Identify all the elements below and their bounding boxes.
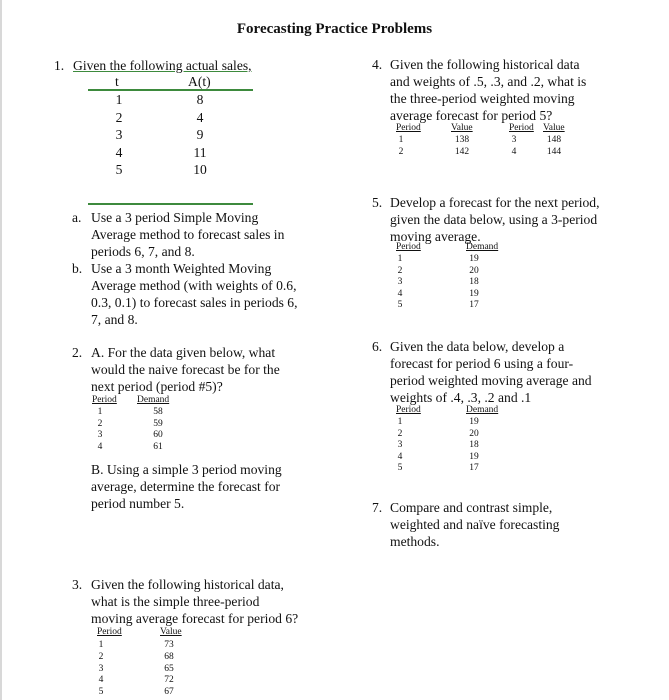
q3-table-cell: 2 bbox=[98, 651, 104, 662]
q5-table-cell: 19 bbox=[469, 288, 479, 299]
q1-col-t: t bbox=[115, 74, 119, 89]
q4-header-period-1: Period bbox=[396, 123, 421, 133]
q2-table-cell: 59 bbox=[153, 418, 163, 429]
q1-table-cell: 9 bbox=[196, 127, 204, 142]
q6-table-cell: 2 bbox=[397, 428, 403, 439]
q6-table-cell: 3 bbox=[397, 440, 403, 450]
q7-number: 7. bbox=[372, 500, 383, 515]
q6-table-cell: 17 bbox=[469, 463, 479, 473]
q5-text: Develop a forecast for the next period, given the data below, using a 3-period moving average. bbox=[390, 195, 600, 244]
q3-table-cell: 72 bbox=[164, 675, 174, 686]
q2-table-cell: 4 bbox=[97, 441, 103, 452]
q1-table-cell: 10 bbox=[193, 162, 207, 177]
q1-number: 1. bbox=[54, 58, 65, 73]
q1-table-cell: 8 bbox=[196, 92, 204, 107]
q4-table-cell: 138 bbox=[454, 135, 470, 145]
q2-number: 2. bbox=[72, 345, 83, 360]
q1-table-cell: 1 bbox=[115, 92, 123, 107]
q1-b-text: Use a 3 month Weighted Moving Average method (with weights of 0.6, 0.3, 0.1) to forecast sales in periods 6, 7, and 8. bbox=[91, 261, 298, 327]
q3-col-value: Value bbox=[160, 627, 182, 637]
q4-table-cell: 3 bbox=[511, 135, 517, 145]
q6-table-cell: 20 bbox=[469, 428, 479, 439]
q5-table-cell: 1 bbox=[397, 254, 403, 264]
q1-table-cell: 3 bbox=[115, 127, 123, 142]
q1-a-label: a. bbox=[72, 210, 82, 225]
q6-table-cell: 1 bbox=[397, 417, 403, 427]
q5-table-cell: 19 bbox=[469, 254, 479, 264]
q1-table-bottom-line bbox=[88, 203, 253, 205]
q3-number: 3. bbox=[72, 577, 83, 592]
q2-table-cell: 3 bbox=[97, 430, 103, 440]
q5-table-cell: 17 bbox=[469, 300, 479, 310]
q3-table-cell: 5 bbox=[98, 687, 104, 698]
q2-text: A. For the data given below, what would the naive forecast be for the next period (period #5)? bbox=[91, 345, 280, 394]
q2-table-cell: 60 bbox=[153, 430, 163, 440]
q4-table-cell: 4 bbox=[511, 146, 517, 157]
q1-b-label: b. bbox=[72, 261, 83, 276]
q2-col-demand: Demand bbox=[137, 395, 170, 405]
q5-table-cell: 2 bbox=[397, 265, 403, 276]
q4-table-cell: 142 bbox=[454, 146, 470, 157]
q6-number: 6. bbox=[372, 339, 383, 354]
q6-col-period: Period bbox=[396, 405, 421, 415]
q1-table-cell: 11 bbox=[193, 144, 207, 160]
q5-table-cell: 20 bbox=[469, 265, 479, 276]
q6-table-cell: 19 bbox=[469, 451, 479, 462]
q2-table-cell: 61 bbox=[153, 441, 163, 452]
q2-table-cell: 2 bbox=[97, 418, 103, 429]
q3-col-period: Period bbox=[97, 627, 122, 637]
q3-table-cell: 67 bbox=[164, 687, 174, 698]
q2-b-text: B. Using a simple 3 period moving average, determine the forecast for period number 5. bbox=[91, 462, 282, 511]
q4-table-cell: 148 bbox=[546, 135, 562, 145]
q1-table-cell: 5 bbox=[115, 162, 123, 177]
q6-table-cell: 18 bbox=[469, 440, 479, 450]
q4-table-cell: 1 bbox=[398, 135, 404, 145]
q6-table-cell: 5 bbox=[397, 463, 403, 473]
q4-text: Given the following historical data and weights of .5, .3, and .2, what is the three-period weighted moving average forecast for period 5? bbox=[390, 57, 587, 123]
q5-col-period: Period bbox=[396, 242, 421, 252]
q3-table-cell: 65 bbox=[164, 663, 174, 674]
page-title: Forecasting Practice Problems bbox=[236, 21, 433, 37]
q6-table-cell: 19 bbox=[469, 417, 479, 427]
q1-table-cell: 4 bbox=[115, 144, 123, 160]
q3-text: Given the following historical data, what is the simple three-period moving average forecast for period 6? bbox=[91, 577, 299, 626]
page-edge bbox=[0, 0, 2, 700]
q5-table-cell: 18 bbox=[469, 277, 479, 287]
q5-table-cell: 3 bbox=[397, 277, 403, 287]
q5-table-cell: 5 bbox=[397, 300, 403, 310]
q7-text: Compare and contrast simple, weighted and naïve forecasting methods. bbox=[390, 500, 560, 549]
q6-col-demand: Demand bbox=[466, 405, 499, 415]
q4-number: 4. bbox=[372, 57, 383, 72]
q3-table-cell: 68 bbox=[164, 651, 174, 662]
q1-a-text: Use a 3 period Simple Moving Average method to forecast sales in periods 6, 7, and 8. bbox=[91, 210, 285, 259]
q3-table-cell: 3 bbox=[98, 663, 104, 674]
q1-table-cell: 2 bbox=[115, 109, 123, 125]
q4-header-period-2: Period bbox=[509, 123, 534, 133]
q3-table-cell: 4 bbox=[98, 675, 104, 686]
q3-table-cell: 1 bbox=[98, 640, 104, 650]
q3-table-cell: 73 bbox=[164, 640, 174, 650]
q4-table-cell: 144 bbox=[546, 146, 562, 157]
q5-table-cell: 4 bbox=[397, 288, 403, 299]
q1-text: Given the following actual sales, bbox=[73, 58, 252, 73]
q6-table-cell: 4 bbox=[397, 451, 403, 462]
q5-number: 5. bbox=[372, 195, 383, 210]
q2-table-cell: 58 bbox=[153, 407, 163, 417]
q4-table-cell: 2 bbox=[398, 146, 404, 157]
q5-col-demand: Demand bbox=[466, 242, 499, 252]
q4-header-value-2: Value bbox=[543, 123, 565, 133]
q6-text: Given the data below, develop a forecast for period 6 using a four- period weighted moving average and weights of .4, .3, .2 and .1 bbox=[390, 339, 592, 405]
q2-col-period: Period bbox=[92, 395, 117, 405]
q2-table-cell: 1 bbox=[97, 407, 103, 417]
q4-header-value-1: Value bbox=[451, 123, 473, 133]
q1-col-a: A(t) bbox=[188, 74, 211, 89]
q1-table-cell: 4 bbox=[196, 109, 204, 125]
